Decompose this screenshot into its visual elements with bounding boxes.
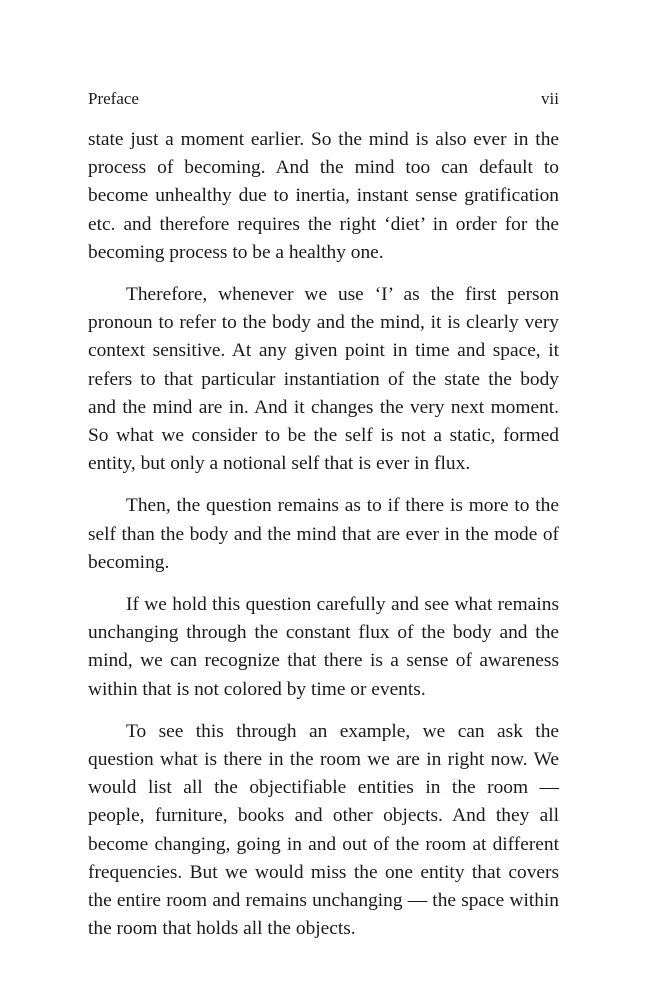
page-number: vii: [541, 89, 559, 108]
running-head: [88, 88, 559, 110]
body-text: [88, 126, 559, 957]
paragraph: If we hold this question carefully and see what remains unchanging through the constant flux of the body and the mind, we can recognize that there is a sense of awareness within that is not colored by time or events.: [88, 594, 559, 700]
paragraph: Therefore, whenever we use ‘I’ as the first person pronoun to refer to the body and the mind, it is clearly very context sensitive. At any given point in time and space, it refers to that particular instantiation of the state the body and the mind are in. And it changes the very next moment. So what we consider to be the self is not a static, formed entity, but only a notional self that is ever in flux.: [88, 284, 559, 475]
paragraph-continued: state just a moment earlier. So the mind is also ever in the process of becoming. And the mind too can default to become unhealthy due to inertia, instant sense gratification etc. and therefore requires the right ‘diet’ in order for the becoming process to be a healthy one.: [88, 129, 559, 263]
section-title: Preface: [88, 89, 139, 108]
paragraph: Then, the question remains as to if there is more to the self than the body and the mind that are ever in the mode of becoming.: [88, 495, 559, 573]
paragraph: To see this through an example, we can ask the question what is there in the room we are in right now. We would list all the objectifiable entities in the room — people, furniture, books and other objects. And they all become changing, going in and out of the room at different frequencies. But we would miss the one entity that covers the entire room and remains unchanging — the space within the room that holds all the objects.: [88, 720, 559, 940]
